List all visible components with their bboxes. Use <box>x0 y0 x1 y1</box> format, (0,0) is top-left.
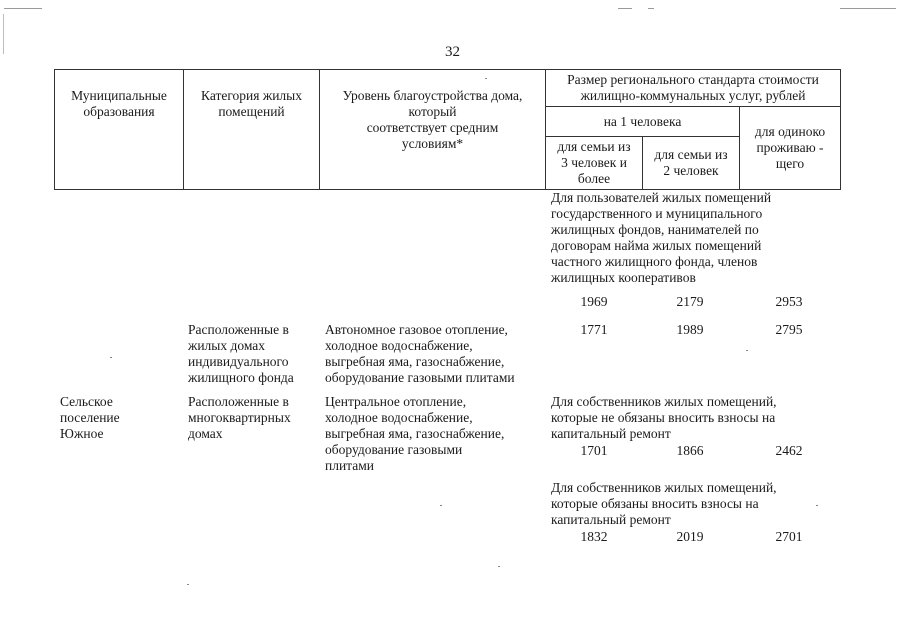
header-category: Категория жилых помещений <box>184 70 320 190</box>
value-section1-family3: 1969 <box>580 294 608 309</box>
municipality-name: Сельское поселение Южное <box>60 394 120 441</box>
value-section3-family3: 1832 <box>580 529 608 544</box>
header-single: для одиноко проживаю - щего <box>740 107 841 190</box>
value-individual-single: 2795 <box>775 322 803 337</box>
value-section2-single: 2462 <box>775 443 803 458</box>
level-apartment: Центральное отопление, холодное водоснабжение, выгребная яма, газоснабжение, оборудование газовыми плитами <box>325 394 505 473</box>
value-section1-single: 2953 <box>775 294 803 309</box>
section1-title: Для пользователей жилых помещений государственного и муниципального жилищных фондов, нанимателей по договорам найма жилых помещений частного жилищного фонда, членов жилищных кооперативов <box>551 190 772 285</box>
scan-speck <box>187 584 189 585</box>
value-section2-family3: 1701 <box>580 443 608 458</box>
value-section1-family2: 2179 <box>676 294 704 309</box>
header-family2: для семьи из 2 человек <box>643 137 740 190</box>
section2-title: Для собственников жилых помещений, которые не обязаны вносить взносы на капитальный ремонт <box>551 394 777 441</box>
value-section3-single: 2701 <box>775 529 803 544</box>
table-header <box>54 69 841 190</box>
header-per-person: на 1 человека <box>546 107 740 137</box>
value-section3-family2: 2019 <box>676 529 704 544</box>
scan-speck <box>440 505 442 506</box>
section3-title: Для собственников жилых помещений, которые обязаны вносить взносы на капитальный ремонт <box>551 480 777 527</box>
scan-edge-line <box>618 8 632 9</box>
category-apartment: Расположенные в многоквартирных домах <box>188 394 291 441</box>
value-section2-family2: 1866 <box>676 443 704 458</box>
scan-speck <box>816 505 818 506</box>
header-family3: для семьи из 3 человек и более <box>546 137 643 190</box>
scan-edge-line <box>648 8 654 9</box>
scan-edge-line <box>840 8 896 9</box>
scan-speck <box>498 566 500 567</box>
header-standard: Размер регионального стандарта стоимости жилищно-коммунальных услуг, рублей <box>546 70 841 107</box>
category-individual: Расположенные в жилых домах индивидуального жилищного фонда <box>188 322 294 385</box>
header-level: Уровень благоустройства дома, который соответствует средним условиям* <box>320 70 546 190</box>
value-individual-family2: 1989 <box>676 322 704 337</box>
header-municipality: Муниципальные образования <box>55 70 184 190</box>
scan-speck <box>485 78 487 79</box>
level-individual: Автономное газовое отопление, холодное водоснабжение, выгребная яма, газоснабжение, оборудование газовыми плитами <box>325 322 515 385</box>
scan-speck <box>110 357 112 358</box>
scan-edge-line <box>4 8 42 9</box>
value-individual-family3: 1771 <box>580 322 608 337</box>
scan-speck <box>746 350 748 351</box>
page-number: 32 <box>445 44 460 60</box>
